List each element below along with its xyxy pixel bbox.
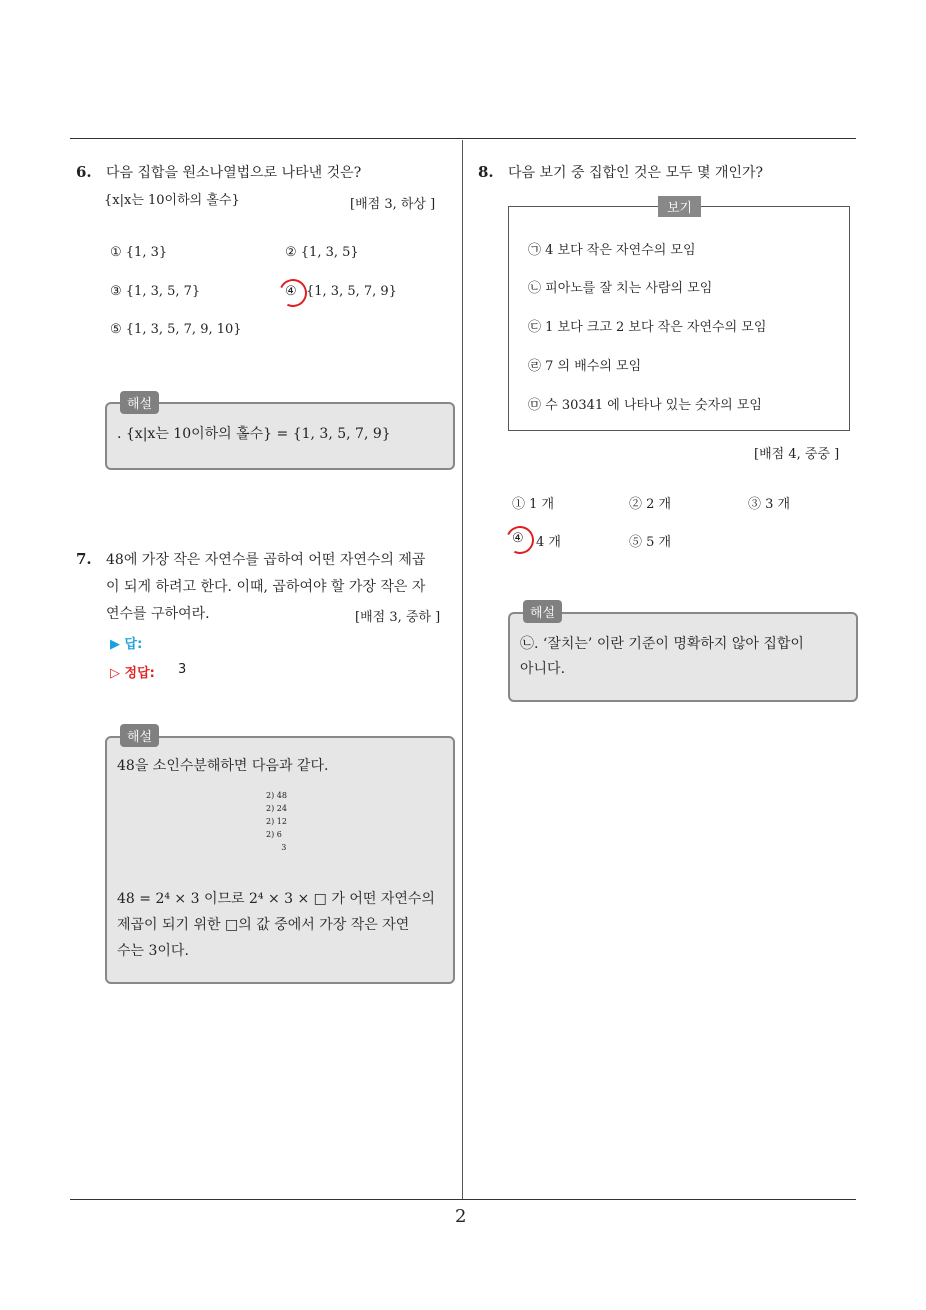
q7-explanation-tag: 해설 bbox=[120, 724, 159, 747]
q7-division-row: 2) 48 bbox=[266, 791, 287, 800]
q8-choice-4-number[interactable]: ④ bbox=[512, 531, 524, 546]
q7-division-row: 2) 24 bbox=[266, 804, 287, 813]
page-number: 2 bbox=[455, 1206, 467, 1227]
q7-score: [배점 3, 중하 ] bbox=[355, 610, 441, 625]
q6-explanation-text: . {x|x는 10이하의 홀수} = {1, 3, 5, 7, 9} bbox=[117, 426, 391, 442]
q8-explanation-tag: 해설 bbox=[523, 600, 562, 623]
q6-set-expr: {x|x는 10이하의 홀수} bbox=[104, 193, 240, 208]
q7-division-row: 2) 6 bbox=[266, 830, 282, 839]
q7-explanation-line-2: 48 = 2⁴ × 3 이므로 2⁴ × 3 × □ 가 어떤 자연수의 bbox=[117, 891, 435, 907]
q8-explanation-line-2: 아니다. bbox=[520, 661, 566, 677]
footer-rule bbox=[70, 1199, 856, 1200]
q6-score: [배점 3, 하상 ] bbox=[350, 197, 436, 212]
q7-question-line-2: 이 되게 하려고 한다. 이때, 곱하여야 할 가장 작은 자 bbox=[106, 579, 426, 595]
q8-score: [배점 4, 중중 ] bbox=[754, 447, 840, 462]
q7-division-row: 3 bbox=[266, 843, 287, 852]
column-divider bbox=[462, 140, 463, 1200]
q7-answer-label: ▶ 답: bbox=[110, 637, 143, 652]
q6-choice-1[interactable]: ① {1, 3} bbox=[110, 245, 168, 260]
q6-explanation-tag: 해설 bbox=[120, 391, 159, 414]
q6-choice-4-number[interactable]: ④ bbox=[285, 284, 297, 299]
q7-division-row: 2) 12 bbox=[266, 817, 287, 826]
q7-explanation-line-3: 제곱이 되기 위한 □의 값 중에서 가장 작은 자연 bbox=[117, 917, 410, 933]
q8-choice-2[interactable]: ② 2 개 bbox=[629, 497, 672, 512]
q8-number: 8. bbox=[478, 163, 494, 181]
q8-question: 다음 보기 중 집합인 것은 모두 몇 개인가? bbox=[508, 165, 764, 181]
q7-explanation-line-4: 수는 3이다. bbox=[117, 943, 189, 959]
q8-bogi-item: ㉤ 수 30341 에 나타나 있는 숫자의 모임 bbox=[528, 398, 762, 413]
q6-question: 다음 집합을 원소나열법으로 나타낸 것은? bbox=[106, 165, 362, 181]
q6-choice-5[interactable]: ⑤ {1, 3, 5, 7, 9, 10} bbox=[110, 322, 242, 337]
q8-choice-3[interactable]: ③ 3 개 bbox=[748, 497, 791, 512]
q8-bogi-item: ㉢ 1 보다 크고 2 보다 작은 자연수의 모임 bbox=[528, 320, 767, 335]
q7-question-line-1: 48에 가장 작은 자연수를 곱하여 어떤 자연수의 제곱 bbox=[106, 552, 426, 568]
q7-explanation-line-1: 48을 소인수분해하면 다음과 같다. bbox=[117, 758, 329, 774]
q7-correct-value: 3 bbox=[178, 662, 187, 677]
q7-correct-label: ▷ 정답: bbox=[110, 666, 155, 681]
q8-choice-1[interactable]: ① 1 개 bbox=[512, 497, 555, 512]
q7-question-line-3: 연수를 구하여라. bbox=[106, 606, 210, 622]
q8-bogi-item: ㉣ 7 의 배수의 모임 bbox=[528, 359, 642, 374]
q7-number: 7. bbox=[76, 550, 92, 568]
q6-choice-4-value[interactable]: {1, 3, 5, 7, 9} bbox=[306, 284, 397, 299]
q8-choice-4-value[interactable]: 4 개 bbox=[536, 535, 561, 550]
q8-bogi-item: ㉠ 4 보다 작은 자연수의 모임 bbox=[528, 243, 696, 258]
header-rule bbox=[70, 138, 856, 139]
q8-explanation-line-1: ㉡. ‘잘치는’ 이란 기준이 명확하지 않아 집합이 bbox=[520, 636, 804, 652]
q6-number: 6. bbox=[76, 163, 92, 181]
q6-choice-2[interactable]: ② {1, 3, 5} bbox=[285, 245, 359, 260]
q8-choice-5[interactable]: ⑤ 5 개 bbox=[629, 535, 672, 550]
q8-bogi-item: ㉡ 피아노를 잘 치는 사람의 모임 bbox=[528, 281, 713, 296]
q8-bogi-tag: 보기 bbox=[658, 196, 701, 217]
q6-choice-3[interactable]: ③ {1, 3, 5, 7} bbox=[110, 284, 201, 299]
